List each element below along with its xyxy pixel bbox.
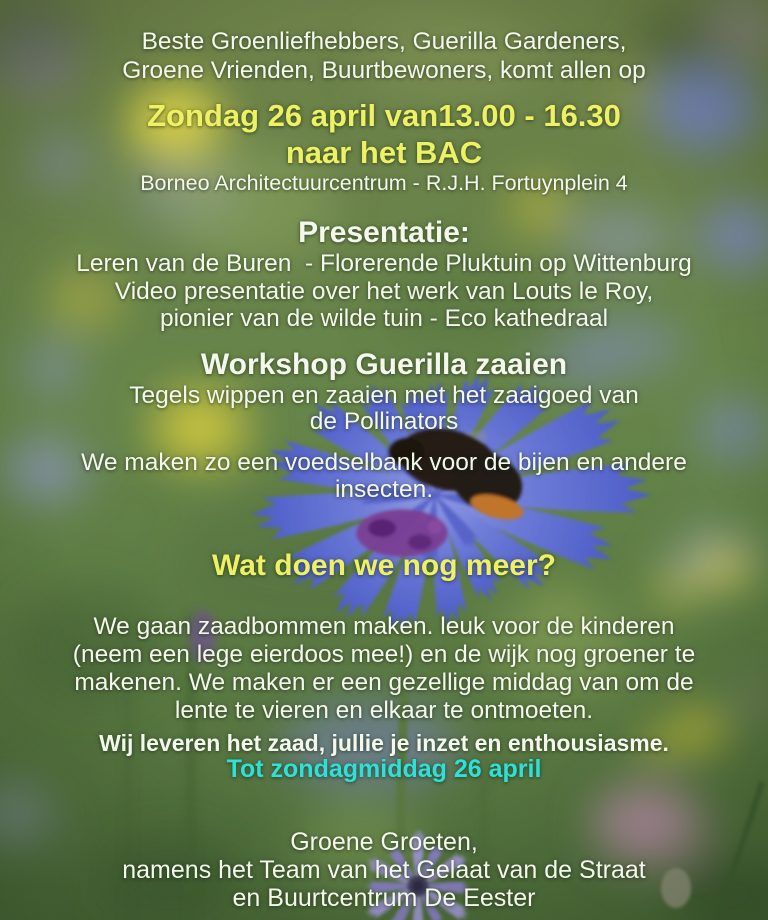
event-date-heading (0, 97, 768, 171)
closing-line-1: Groene Groeten, (290, 828, 478, 856)
closing-line-2: namens het Team van het Gelaat van de Straat (122, 856, 646, 884)
event-location-line: naar het BAC (285, 135, 483, 170)
supply-callout: Wij leveren het zaad, jullie je inzet en enthousiasme. (99, 730, 669, 756)
workshop-line-1: Tegels wippen en zaaien met het zaaigoed van (129, 382, 639, 409)
greeting-text (0, 27, 768, 85)
closing-signature (0, 828, 768, 912)
venue-address: Borneo Architectuurcentrum - R.J.H. Fortuynplein 4 (140, 171, 628, 195)
presentation-heading: Presentatie: (298, 216, 470, 249)
more-activities-description (0, 613, 768, 725)
event-date-line: Zondag 26 april van13.00 - 16.30 (147, 98, 621, 133)
closing-line-3: en Buurtcentrum De Eester (232, 884, 536, 912)
presentation-line-2: Video presentatie over het werk van Louts le Roy, (114, 277, 654, 305)
workshop-heading: Workshop Guerilla zaaien (200, 348, 568, 381)
more-line-2: (neem een lege eierdoos mee!) en de wijk nog groener te (72, 641, 696, 668)
workshop-line-2: de Pollinators (309, 408, 459, 435)
more-line-4: lente te vieren en elkaar te ontmoeten. (174, 697, 594, 724)
deadline-callout: Tot zondagmiddag 26 april (226, 755, 542, 783)
presentation-line-3: pionier van de wilde tuin - Eco kathedraal (159, 305, 609, 332)
greeting-line-2: Groene Vrienden, Buurtbewoners, komt allen op (122, 57, 646, 84)
foodbank-line-2: insecten. (334, 476, 434, 503)
foodbank-line-1: We maken zo een voedselbank voor de bijen en andere (81, 449, 687, 476)
presentation-line-1: Leren van de Buren - Florerende Pluktuin op Wittenburg (76, 250, 692, 277)
foodbank-text (0, 449, 768, 503)
more-line-3: makenen. We maken er een gezellige middag van om de (74, 669, 694, 696)
greeting-line-1: Beste Groenliefhebbers, Guerilla Gardeners, (141, 28, 627, 55)
more-activities-heading: Wat doen we nog meer? (212, 549, 556, 582)
more-line-1: We gaan zaadbommen maken. leuk voor de kinderen (93, 613, 675, 640)
workshop-description (0, 383, 768, 435)
presentation-description (0, 250, 768, 333)
